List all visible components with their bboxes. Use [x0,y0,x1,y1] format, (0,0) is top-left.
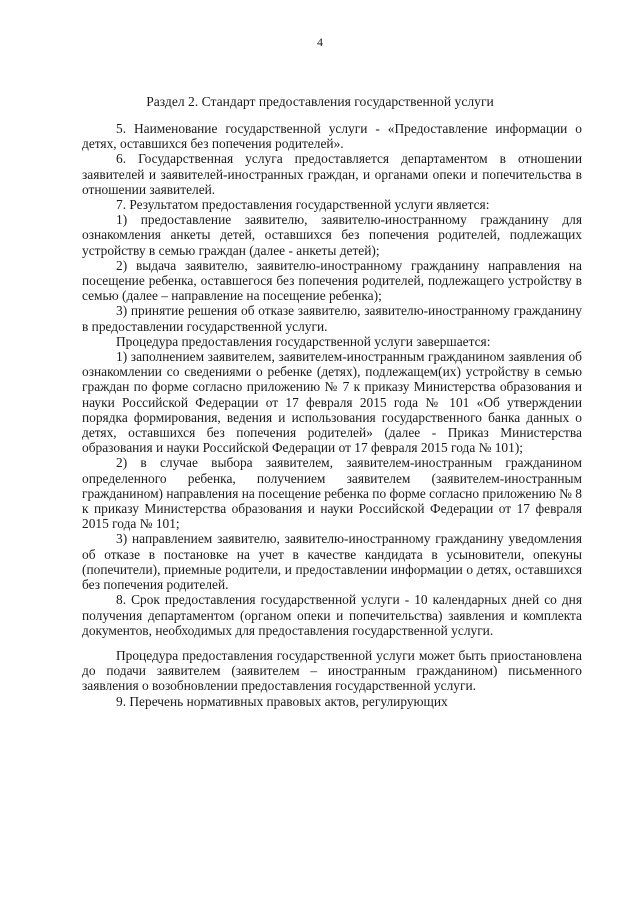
procedure-completion-intro: Процедура предоставления государственной услуги завершается: [116,333,491,349]
paragraph-7-result: 7. Результатом предоставления государственной услуги является: [116,197,490,213]
paragraph-6-provider: 6. Государственная услуга предоставляется департаментом в отношении заявителей и заявителей-иностранных граждан, и органами опеки и попечительства в отношении заявителей. [82,151,582,197]
document-body [82,121,582,709]
result-item-1: 1) предоставление заявителю, заявителю-иностранному гражданину для ознакомления анкеты детей, оставшихся без попечения родителей, подлежащих устройству в семью граждан (далее - анкеты детей); [82,212,582,258]
procedure-suspension: Процедура предоставления государственной услуги может быть приостановлена до подачи заявителем (заявителем – иностранным гражданином) письменного заявления о возобновлении предоставления государственной услуги. [82,647,582,694]
paragraph-9-legal-acts: 9. Перечень нормативных правовых актов, регулирующих [116,693,448,709]
paragraph-8-term: 8. Срок предоставления государственной услуги - 10 календарных дней со дня получения департаментом (органом опеки и попечительства) заявления и комплекта документов, необходимых для предоставления государственной услуги. [82,592,582,638]
result-item-3: 3) принятие решения об отказе заявителю, заявителю-иностранному гражданину в предоставлении государственной услуги. [82,303,582,334]
completion-item-3: 3) направлением заявителю, заявителю-иностранному гражданину уведомления об отказе в постановке на учет в качестве кандидата в усыновители, опекуны (попечители), приемные родители, и предоставлении информации о детях, оставшихся без попечения родителей. [82,531,582,593]
result-item-2: 2) выдача заявителю, заявителю-иностранному гражданину направления на посещение ребенка, оставшегося без попечения родителей, подлежащего устройству в семью (далее – направление на посещение ребенка); [82,257,582,304]
completion-item-1: 1) заполнением заявителем, заявителем-иностранным гражданином заявления об ознакомлении со сведениями о ребенке (детях), подлежащем(их) устройству в семью граждан по форме согласно приложению № 7 к приказу Министерства образования и науки Российской Федерации от 17 февраля 2015 года № 101 «Об утверждении порядка формирования, ведения и использования государственного банка данных о детях, оставшихся без попечения родителей» (далее - Приказ Министерства образования и науки Российской Федерации от 17 февраля 2015 года № 101); [82,349,582,456]
page-number: 4 [317,35,323,49]
completion-item-2: 2) в случае выбора заявителем, заявителем-иностранным гражданином определенного ребенка, получением заявителем (заявителем-иностранным гражданином) направления на посещение ребенка по форме согласно приложению № 8 к приказу Министерства образования и науки Российской Федерации от 17 февраля 2015 года № 101; [82,455,582,532]
paragraph-5-service-name: 5. Наименование государственной услуги - «Предоставление информации о детях, оставшихся без попечения родителей». [82,121,582,152]
section-title: Раздел 2. Стандарт предоставления государственной услуги [146,94,494,109]
